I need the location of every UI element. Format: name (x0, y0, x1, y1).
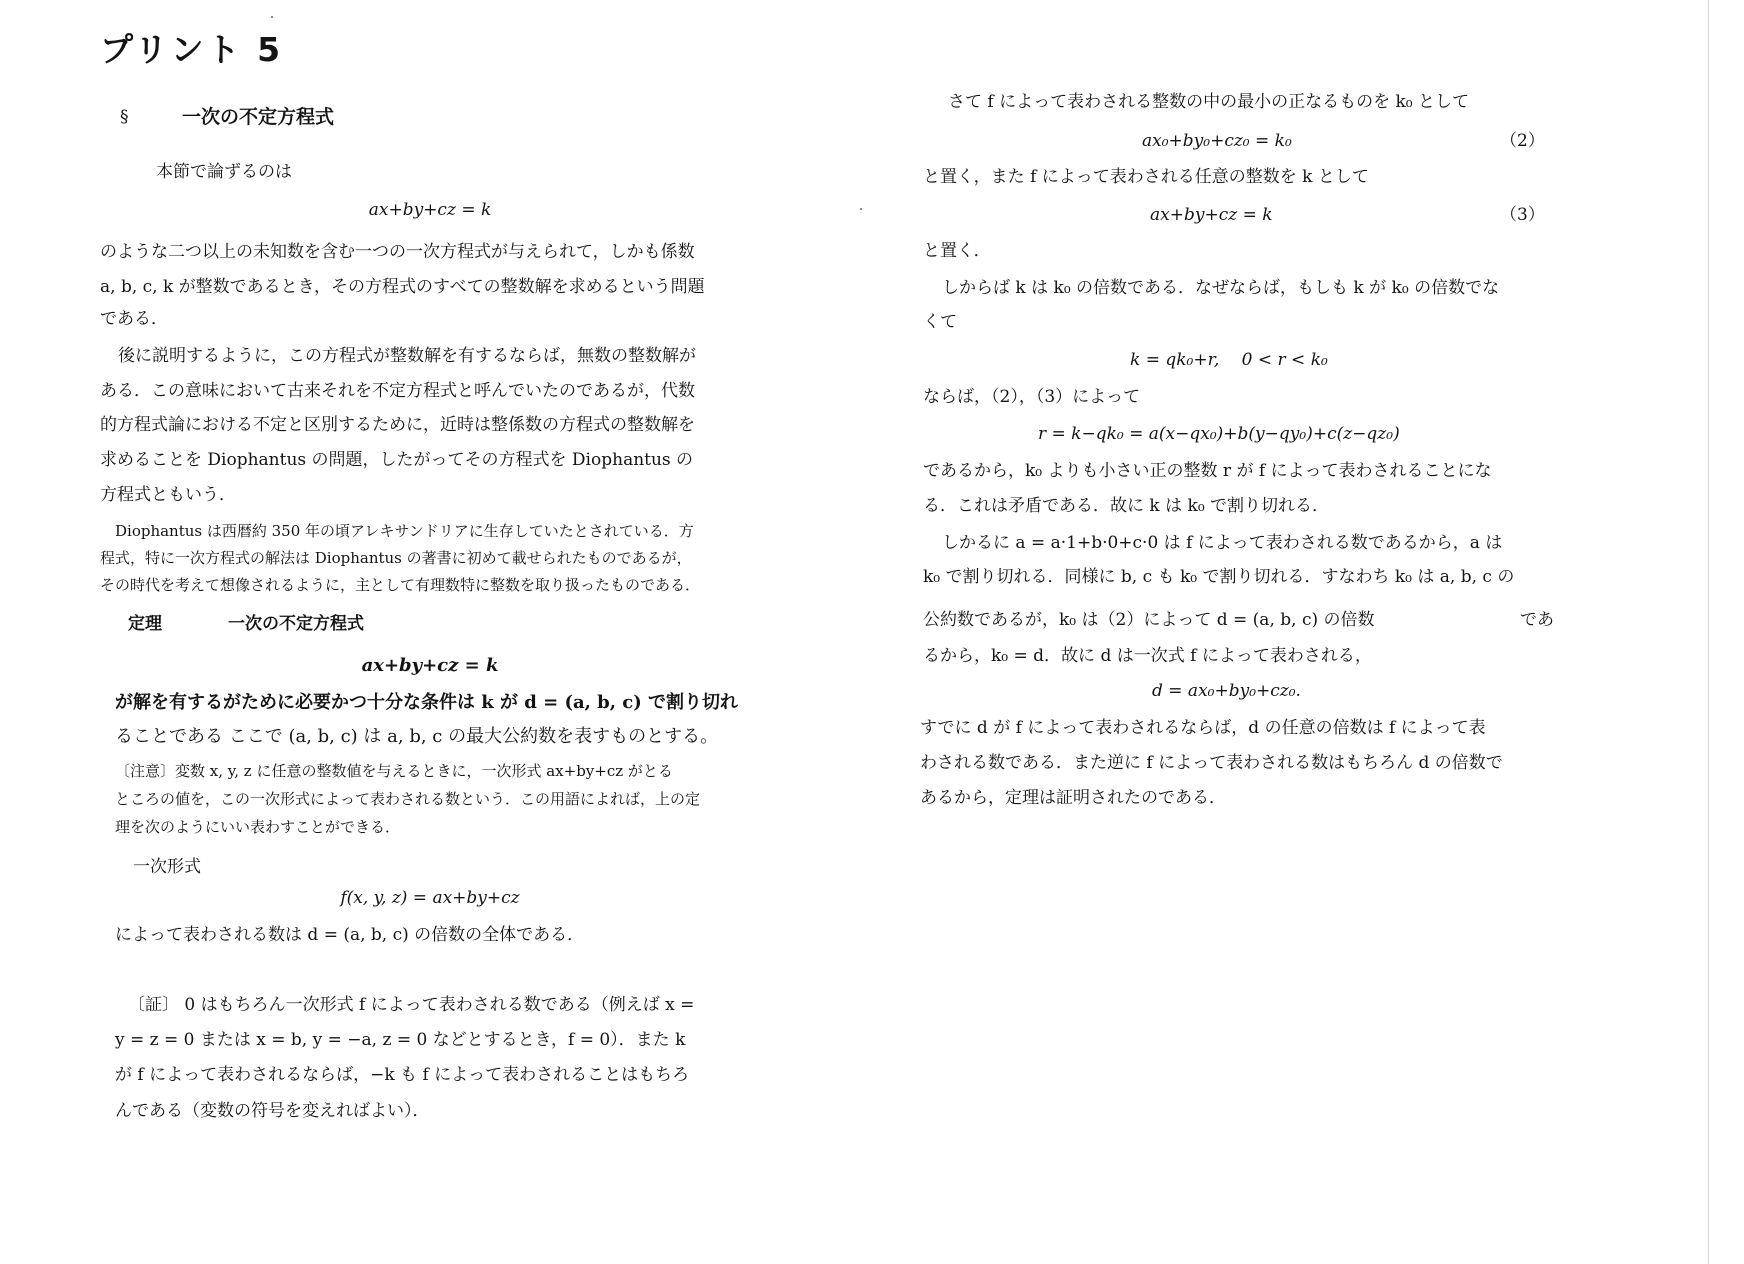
equation-6: d = ax₀+by₀+cz₀. (1152, 681, 1301, 701)
paragraph-line: 求めることを Diophantus の問題，したがってその方程式を Diophantus の (100, 450, 694, 470)
scan-edge-line (1708, 0, 1709, 1264)
paragraph-line: 公約数であるが，k₀ は（2）によって d = (a, b, c) の倍数 (923, 610, 1375, 630)
linear-form-label: 一次形式 (133, 857, 201, 877)
paragraph-line: であるから，k₀ よりも小さい正の整数 r が f によって表わされることにな (923, 461, 1492, 481)
paragraph-line: と置く，また f によって表わされる任意の整数を k として (923, 167, 1369, 187)
paragraph-line: 方程式ともいう． (100, 485, 236, 505)
equation-number: （3） (1500, 205, 1545, 225)
equation-3: ax+by+cz = k (1150, 205, 1273, 225)
remark-line: ところの値を，この一次形式によって表わされる数という．この用語によれば，上の定 (115, 790, 701, 808)
paragraph-line: すでに d が f によって表わされるならば，d の任意の倍数は f によって表 (920, 718, 1486, 738)
linear-form-equation: f(x, y, z) = ax+by+cz (340, 888, 520, 908)
scan-speck (860, 208, 862, 210)
intro-text: 本節で論ずるのは (156, 162, 292, 182)
remark-line: 〔注意〕変数 x, y, z に任意の整数値を与えるときに，一次形式 ax+by+cz がとる (115, 762, 673, 780)
paragraph-line: さて f によって表わされる整数の中の最小の正なるものを k₀ として (948, 92, 1470, 112)
paragraph-line-end: であ (1520, 610, 1554, 630)
footnote-line: Diophantus は西暦約 350 年の頃アレキサンドリアに生存していたとされている．方 (115, 522, 694, 540)
theorem-title: 一次の不定方程式 (228, 614, 364, 634)
equation-4: k = qk₀+r, 0 < r < k₀ (1130, 350, 1328, 370)
theorem-label: 定理 (128, 614, 162, 634)
paragraph-line: るから，k₀ = d．故に d は一次式 f によって表わされる， (923, 646, 1372, 666)
paragraph-line: ならば，（2），（3）によって (923, 387, 1141, 407)
proof-line: y = z = 0 または x = b, y = −a, z = 0 などとするとき，f = 0）．また k (115, 1030, 686, 1050)
theorem-equation: ax+by+cz = k (361, 655, 499, 676)
paragraph-line: のような二つ以上の未知数を含む一つの一次方程式が与えられて，しかも係数 (100, 242, 695, 262)
theorem-text-line: ることである ここで (a, b, c) は a, b, c の最大公約数を表すものとする。 (115, 726, 719, 747)
equation-number: （2） (1500, 131, 1545, 151)
section-symbol: § (120, 107, 129, 127)
paragraph-line: わされる数である．また逆に f によって表わされる数はもちろん d の倍数で (920, 753, 1503, 773)
proof-line: が f によって表わされるならば，−k も f によって表わされることはもちろ (115, 1065, 690, 1085)
main-equation: ax+by+cz = k (368, 200, 492, 220)
paragraph-line: である． (100, 309, 168, 329)
paragraph-line: ある．この意味において古来それを不定方程式と呼んでいたのであるが，代数 (100, 381, 695, 401)
proof-line: んである（変数の符号を変えればよい）． (115, 1101, 430, 1121)
linear-form-text: によって表わされる数は d = (a, b, c) の倍数の全体である． (115, 925, 585, 945)
paragraph-line: 的方程式論における不定と区別するために，近時は整係数の方程式の整数解を (100, 415, 695, 435)
paragraph-line: あるから，定理は証明されたのである． (920, 788, 1226, 808)
footnote-line: 程式，特に一次方程式の解法は Diophantus の著書に初めて載せられたものであるが， (100, 549, 692, 567)
theorem-text-line: が解を有するがために必要かつ十分な条件は k が d = (a, b, c) で割り切れ (115, 692, 739, 713)
scan-speck (271, 16, 273, 18)
paragraph-line: しかるに a = a·1+b·0+c·0 は f によって表わされる数であるから，a は (942, 533, 1503, 553)
remark-line: 理を次のようにいい表わすことができる． (115, 818, 401, 836)
paragraph-line: k₀ で割り切れる．同様に b, c も k₀ で割り切れる．すなわち k₀ は a, b, c の (923, 567, 1515, 587)
paragraph-line: くて (923, 312, 957, 332)
proof-line: 〔証〕 0 はもちろん一次形式 f によって表わされる数である（例えば x = (128, 995, 695, 1015)
paragraph-line: 後に説明するように，この方程式が整数解を有するならば，無数の整数解が (118, 346, 696, 366)
equation-5: r = k−qk₀ = a(x−qx₀)+b(y−qy₀)+c(z−qz₀) (1038, 424, 1400, 444)
equation-2: ax₀+by₀+cz₀ = k₀ (1142, 131, 1292, 151)
paragraph-line: a, b, c, k が整数であるとき，その方程式のすべての整数解を求めるという問題 (100, 277, 705, 297)
footnote-line: その時代を考えて想像されるように，主として有理数特に整数を取り扱ったものである． (100, 576, 701, 594)
page-title: プリント 5 (100, 30, 284, 69)
paragraph-line: しからば k は k₀ の倍数である．なぜならば，もしも k が k₀ の倍数でな (942, 278, 1500, 298)
paragraph-line: と置く． (923, 241, 991, 261)
section-heading: 一次の不定方程式 (182, 106, 335, 128)
paragraph-line: る．これは矛盾である．故に k は k₀ で割り切れる． (923, 496, 1330, 516)
